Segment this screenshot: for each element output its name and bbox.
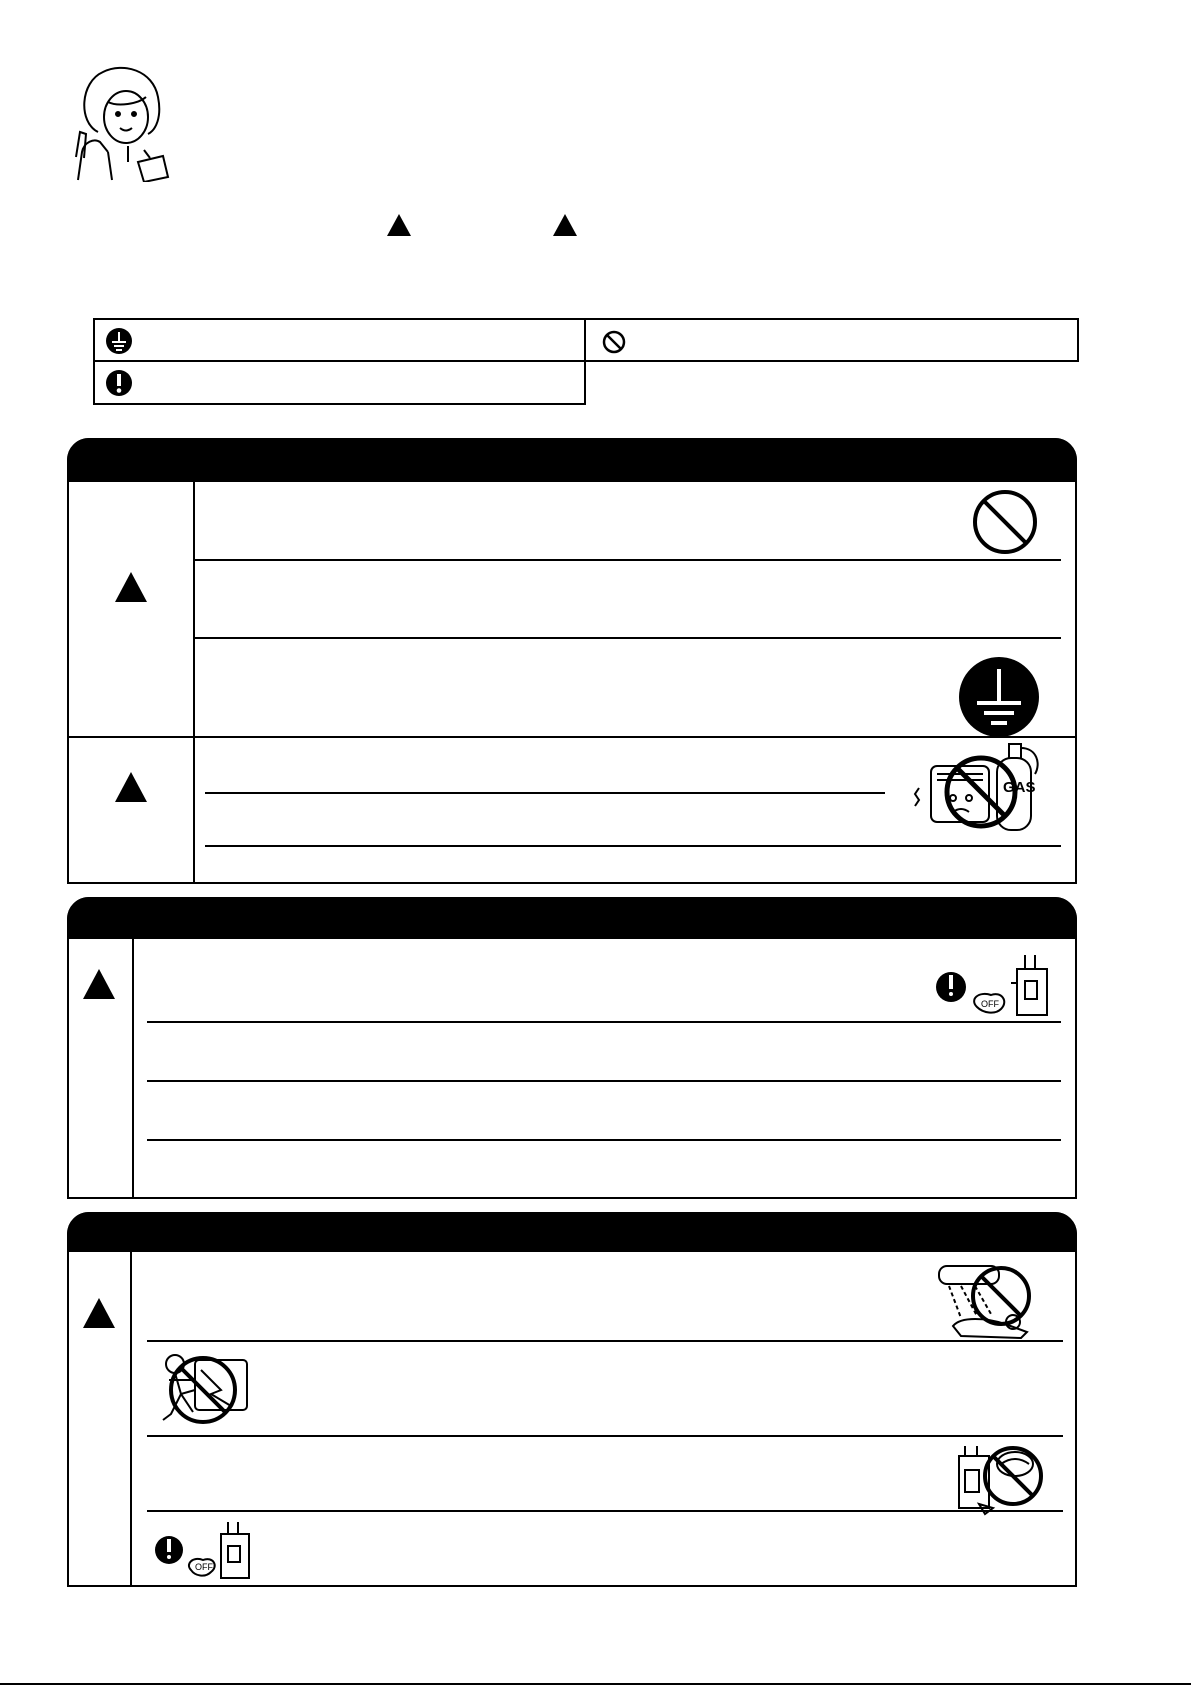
- prohibit-icon: [602, 330, 626, 354]
- warning-panel-2: [67, 897, 1077, 1199]
- warning-panel-1: [67, 438, 1077, 884]
- ground-icon: [957, 655, 1041, 739]
- prohibit-icon: [971, 488, 1039, 556]
- warning-panel-3: [67, 1212, 1077, 1587]
- legend-ground-box: [93, 318, 586, 362]
- warning-triangle-icon: [115, 572, 147, 602]
- off-text: OFF: [195, 1562, 213, 1572]
- woman-safety-mascot-icon: [68, 62, 178, 182]
- breaker-off-icon: [155, 1520, 255, 1582]
- warning-triangle-icon: [115, 772, 147, 802]
- warning-triangle-icon: [553, 214, 577, 236]
- warning-triangle-icon: [83, 1298, 115, 1328]
- gas-no-icon: [909, 738, 1049, 838]
- wet-switch-no-icon: [949, 1442, 1059, 1518]
- legend-prohibit-box: [584, 318, 1079, 362]
- sleeping-airflow-no-icon: [931, 1260, 1051, 1340]
- ground-icon: [105, 327, 133, 355]
- climbing-no-icon: [151, 1350, 261, 1434]
- warning-triangle-icon: [83, 969, 115, 999]
- mandatory-icon: [105, 369, 133, 397]
- gas-text: GAS: [1003, 779, 1036, 796]
- legend-mandatory-box: [93, 360, 586, 405]
- breaker-off-icon: [935, 951, 1055, 1021]
- off-text: OFF: [981, 999, 999, 1009]
- warning-triangle-icon: [387, 214, 411, 236]
